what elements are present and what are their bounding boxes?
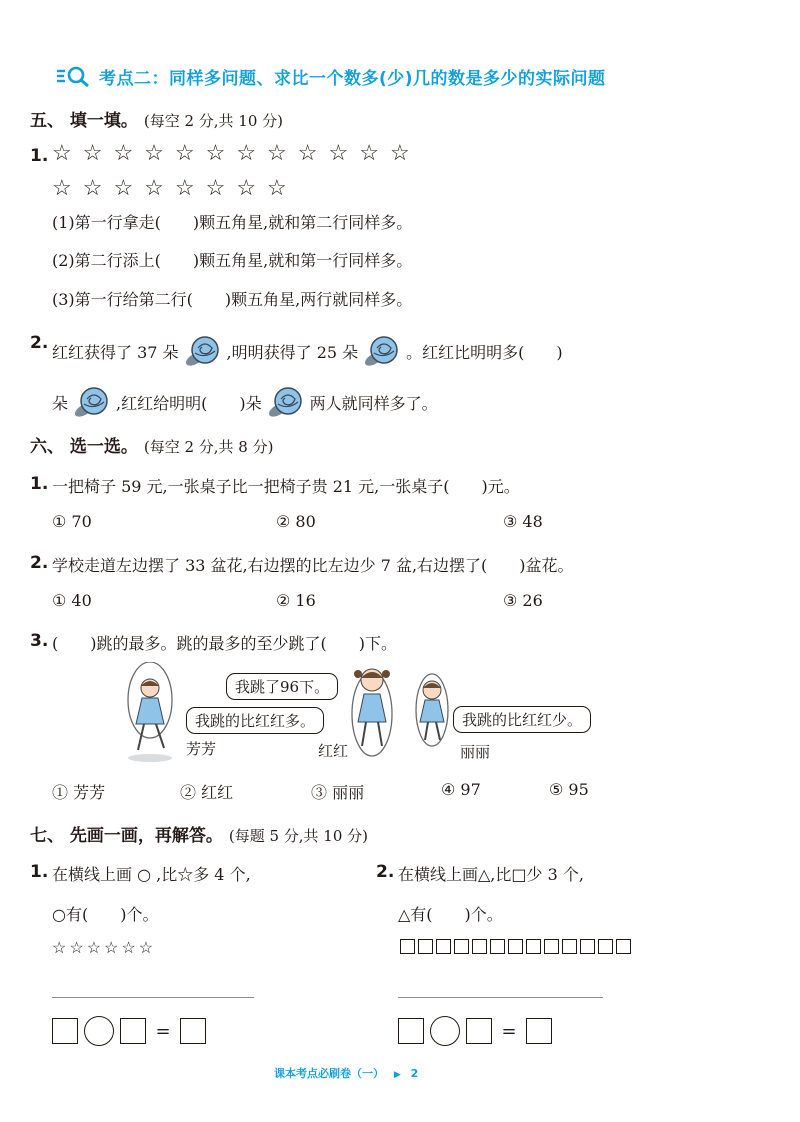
q5-1-sub3: (3)第一行给第二行( )颗五角星,两行就同样多。 (52, 290, 413, 309)
q5-1-number: 1. (30, 146, 49, 166)
flower-icon (181, 333, 225, 369)
square-shape (544, 939, 559, 954)
square-shape (598, 939, 613, 954)
footer-title: 课本考点必刷卷（一） (274, 1067, 384, 1080)
magnifier-logo-icon (55, 64, 93, 88)
square-shape (436, 939, 451, 954)
q7-2-equation (398, 1016, 552, 1046)
q6-1-text: 一把椅子 59 元,一张桌子比一把椅子贵 21 元,一张桌子( )元。 (52, 477, 520, 496)
footer-arrow-icon: ▶ (393, 1070, 401, 1080)
q7-2-squares (400, 939, 634, 954)
q6-3-number: 3. (30, 631, 49, 651)
q5-2-text-b: ,明明获得了 25 朵 (226, 342, 359, 362)
topic-title: 考点二：同样多问题、求比一个数多(少)几的数是多少的实际问题 (99, 68, 606, 89)
page-footer (274, 1065, 418, 1081)
q7-1-number: 1. (30, 862, 49, 882)
speech-bubble-honghong: 我跳了96下。 (226, 673, 338, 700)
blank-box[interactable] (52, 1018, 78, 1044)
equals-sign: = (501, 1020, 517, 1042)
result-box[interactable] (526, 1018, 552, 1044)
square-shape (526, 939, 541, 954)
flower-icon (264, 384, 308, 420)
q7-1-text: 在横线上画 ○ ,比☆多 4 个, (52, 865, 251, 884)
section-5-heading (30, 106, 283, 131)
q6-3-option-5: ⑤ 95 (549, 780, 589, 799)
page-number: 2 (410, 1067, 419, 1080)
q6-1-number: 1. (30, 474, 49, 494)
q5-2-number: 2. (30, 333, 49, 353)
square-shape (418, 939, 433, 954)
q5-2-line2 (52, 384, 438, 420)
q6-3-option-4: ④ 97 (441, 780, 481, 799)
q6-2-option-1: ① 40 (52, 591, 92, 610)
q7-2-answer: △有( )个。 (398, 905, 503, 924)
q7-1-answer: ○有( )个。 (52, 905, 159, 924)
equals-sign: = (155, 1020, 171, 1042)
q6-2-option-3: ③ 26 (503, 591, 543, 610)
blank-box[interactable] (466, 1018, 492, 1044)
q6-2-number: 2. (30, 553, 49, 573)
speech-bubble-fangfang: 我跳的比红红多。 (186, 707, 324, 734)
q6-3-option-1: ① 芳芳 (52, 783, 106, 802)
q7-1-equation (52, 1016, 206, 1046)
section-7-note: (每题 5 分,共 10 分) (228, 827, 369, 845)
q5-2-text-c: 。红红比明明多( ) (406, 342, 563, 362)
section-5-note: (每空 2 分,共 10 分) (143, 112, 284, 130)
q6-2-option-2: ② 16 (276, 591, 316, 610)
q7-2-text: 在横线上画△,比□少 3 个, (398, 865, 584, 884)
q5-2-text-f: 两人就同样多了。 (309, 393, 438, 413)
q5-2-text-a: 红红获得了 37 朵 (52, 342, 179, 362)
flower-icon (70, 384, 114, 420)
q6-2-text: 学校走道左边摆了 33 盆花,右边摆的比左边少 7 盆,右边摆了( )盆花。 (52, 556, 574, 575)
star-row-2: ☆☆☆☆☆☆☆☆ (52, 176, 298, 201)
flower-icon (360, 333, 404, 369)
q5-2-line1 (52, 333, 563, 369)
q7-1-drawing-line (52, 997, 254, 998)
square-shape (580, 939, 595, 954)
square-shape (616, 939, 631, 954)
square-shape (400, 939, 415, 954)
q7-2-drawing-line (398, 997, 603, 998)
q5-2-text-d: 朵 (52, 393, 69, 413)
blank-box[interactable] (120, 1018, 146, 1044)
q6-3-option-3: ③ 丽丽 (311, 783, 365, 802)
name-honghong: 红红 (318, 742, 349, 760)
section-6-heading (30, 432, 273, 457)
name-lili: 丽丽 (460, 743, 491, 761)
section-7-title: 七、 先画一画，再解答。 (30, 826, 223, 846)
section-6-note: (每空 2 分,共 8 分) (143, 438, 274, 456)
operator-circle[interactable] (430, 1016, 460, 1046)
q6-3-option-2: ② 红红 (180, 783, 234, 802)
square-shape (472, 939, 487, 954)
square-shape (562, 939, 577, 954)
q6-1-option-3: ③ 48 (503, 512, 543, 531)
square-shape (508, 939, 523, 954)
square-shape (490, 939, 505, 954)
q7-2-number: 2. (376, 862, 395, 882)
topic-header (55, 62, 606, 90)
section-5-title: 五、 填一填。 (30, 111, 138, 131)
q5-1-sub2: (2)第二行添上( )颗五角星,就和第一行同样多。 (52, 251, 413, 270)
blank-box[interactable] (398, 1018, 424, 1044)
section-6-title: 六、 选一选。 (30, 437, 138, 457)
q6-3-text: ( )跳的最多。跳的最多的至少跳了( )下。 (52, 634, 397, 653)
operator-circle[interactable] (84, 1016, 114, 1046)
name-fangfang: 芳芳 (186, 740, 217, 758)
square-shape (454, 939, 469, 954)
speech-bubble-lili: 我跳的比红红少。 (453, 706, 591, 733)
section-7-heading (30, 821, 368, 846)
q5-2-text-e: ,红红给明明( )朵 (116, 393, 262, 413)
q5-1-sub1: (1)第一行拿走( )颗五角星,就和第二行同样多。 (52, 213, 413, 232)
result-box[interactable] (180, 1018, 206, 1044)
q6-1-option-2: ② 80 (276, 512, 316, 531)
q6-1-option-1: ① 70 (52, 512, 92, 531)
star-row-1: ☆☆☆☆☆☆☆☆☆☆☆☆ (52, 141, 421, 166)
q7-1-stars: ☆☆☆☆☆☆ (52, 938, 157, 957)
